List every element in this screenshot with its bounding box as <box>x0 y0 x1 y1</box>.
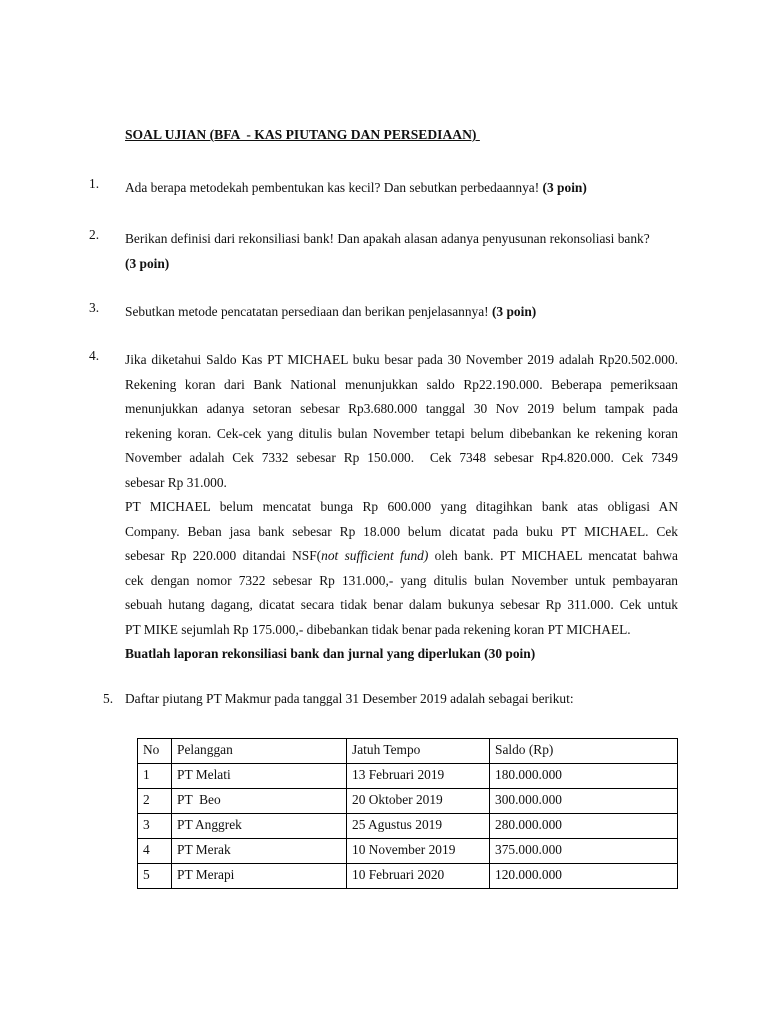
cell-balance: 375.000.000 <box>490 839 678 864</box>
cell-customer: PT Merapi <box>172 864 347 889</box>
receivables-table <box>137 738 678 889</box>
question-body <box>125 176 678 201</box>
cell-customer: PT Merak <box>172 839 347 864</box>
paragraph-line: rekening koran. Cek-cek yang ditulis bulan November tetapi belum dibebankan ke rekening koran <box>125 425 678 441</box>
question-text: Sebutkan metode pencatatan persediaan dan berikan penjelasannya! <box>125 304 492 319</box>
cell-balance: 280.000.000 <box>490 814 678 839</box>
paragraph-line: Rekening koran dari Bank National menunjukkan saldo Rp22.190.000. Beberapa pemeriksaan <box>125 376 678 392</box>
paragraph-line: Jika diketahui Saldo Kas PT MICHAEL buku besar pada 30 November 2019 adalah Rp20.502.000. <box>125 352 678 367</box>
question-text: Ada berapa metodekah pembentukan kas kecil? Dan sebutkan perbedaannya! <box>125 180 543 195</box>
table-header-row <box>138 739 678 764</box>
table-row <box>138 789 678 814</box>
cell-balance: 300.000.000 <box>490 789 678 814</box>
cell-due-date: 20 Oktober 2019 <box>347 789 490 814</box>
cell-due-date: 10 Februari 2020 <box>347 864 490 889</box>
question-text: Daftar piutang PT Makmur pada tanggal 31 Desember 2019 adalah sebagai berikut: <box>125 691 574 706</box>
paragraph-line: PT MIKE sejumlah Rp 175.000,- dibebankan tidak benar pada rekening koran PT MICHAEL. <box>125 621 631 637</box>
cell-balance: 120.000.000 <box>490 864 678 889</box>
table-row <box>138 814 678 839</box>
cell-due-date: 25 Agustus 2019 <box>347 814 490 839</box>
paragraph-line: cek dengan nomor 7322 sebesar Rp 131.000,- yang ditulis bulan November untuk pembayaran <box>125 572 678 588</box>
cell-no: 4 <box>138 839 172 864</box>
question-body <box>125 227 678 276</box>
question-points: (3 poin) <box>125 255 170 271</box>
paragraph-line: sebesar Rp 31.000. <box>125 474 227 490</box>
question-instruction: Buatlah laporan rekonsiliasi bank dan jurnal yang diperlukan (30 poin) <box>125 646 536 661</box>
nsf-text-rest: oleh bank. PT MICHAEL mencatat bahwa <box>428 548 678 563</box>
nsf-italic: not sufficient fund) <box>321 548 429 563</box>
cell-no: 2 <box>138 789 172 814</box>
table-row <box>138 764 678 789</box>
paragraph-line <box>125 544 678 569</box>
nsf-text: sebesar Rp 220.000 ditandai NSF( <box>125 548 322 563</box>
column-header: Jatuh Tempo <box>347 739 490 764</box>
question-text: Berikan definisi dari rekonsiliasi bank! Dan apakah alasan adanya penyusunan rekonsoliasi bank? <box>125 231 650 246</box>
paragraph-line: PT MICHAEL belum mencatat bunga Rp 600.000 yang ditagihkan bank atas obligasi AN <box>125 499 678 514</box>
paragraph-line: sebuah hutang dagang, dicatat secara tidak benar dalam bukunya sebesar Rp 311.000. Cek untuk <box>125 597 678 612</box>
column-header: No <box>138 739 172 764</box>
question-points: (3 poin) <box>491 304 537 319</box>
cell-customer: PT Beo <box>172 789 347 814</box>
cell-customer: PT Melati <box>172 764 347 789</box>
cell-due-date: 13 Februari 2019 <box>347 764 490 789</box>
cell-due-date: 10 November 2019 <box>347 839 490 864</box>
question-number: 4. <box>89 348 100 363</box>
column-header: Saldo (Rp) <box>490 739 678 764</box>
cell-no: 3 <box>138 814 172 839</box>
question-number: 3. <box>89 300 100 315</box>
paragraph-line: November adalah Cek 7332 sebesar Rp 150.000. Cek 7348 sebesar Rp4.820.000. Cek 7349 <box>125 450 678 465</box>
table-row <box>138 839 678 864</box>
column-header: Pelanggan <box>172 739 347 764</box>
question-body <box>125 348 678 667</box>
cell-customer: PT Anggrek <box>172 814 347 839</box>
cell-no: 1 <box>138 764 172 789</box>
paragraph-line: menunjukkan adanya setoran sebesar Rp3.680.000 tanggal 30 Nov 2019 belum tampak pada <box>125 401 678 416</box>
cell-balance: 180.000.000 <box>490 764 678 789</box>
question-number: 1. <box>89 176 100 191</box>
page-title: SOAL UJIAN (BFA - KAS PIUTANG DAN PERSEDIAAN) <box>125 127 480 142</box>
question-points: (3 poin) <box>542 180 587 195</box>
table-row <box>138 864 678 889</box>
cell-no: 5 <box>138 864 172 889</box>
question-body <box>125 300 678 325</box>
question-number: 2. <box>89 227 100 242</box>
question-number: 5. <box>103 691 114 706</box>
paragraph-line: Company. Beban jasa bank sebesar Rp 18.000 belum dicatat pada buku PT MICHAEL. Cek <box>125 523 678 539</box>
